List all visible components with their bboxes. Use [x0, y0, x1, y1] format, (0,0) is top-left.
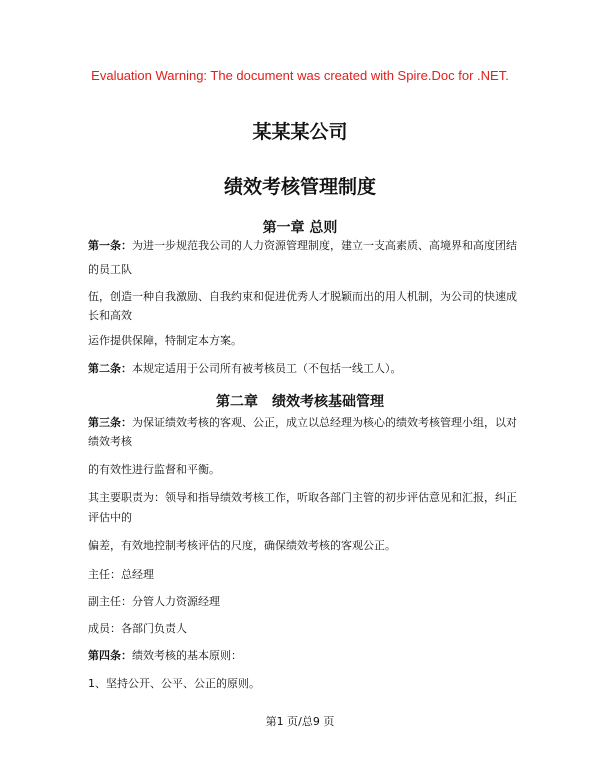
article-3-line-6: 偏差，有效地控制考核评估的尺度，确保绩效考核的客观公正。: [88, 539, 396, 552]
article-4-text: 绩效考核的基本原则：: [132, 649, 242, 662]
article-3-director: 主任：总经理: [88, 568, 154, 581]
chapter-1-heading: 第一章 总则: [262, 220, 338, 236]
article-3-line-2: 绩效考核: [88, 435, 132, 448]
document-title: 绩效考核管理制度: [223, 176, 376, 198]
article-3-deputy: 副主任：分管人力资源经理: [88, 595, 220, 608]
article-1-line-5: 运作提供保障，特制定本方案。: [88, 334, 242, 347]
article-1-line-3: 伍，创造一种自我激励、自我约束和促进优秀人才脱颖而出的用人机制，为公司的快速成: [88, 290, 517, 303]
article-2-label: 第二条：: [88, 362, 132, 375]
article-1-line-2: 的员工队: [88, 263, 132, 276]
article-2-text: 本规定适用于公司所有被考核员工（不包括一线工人）。: [132, 362, 402, 375]
page-footer: 第1 页/总9 页: [265, 715, 335, 728]
article-1-label: 第一条：: [88, 239, 132, 252]
evaluation-warning: Evaluation Warning: The document was created with Spire.Doc for .NET.: [91, 68, 509, 83]
article-3-line-5: 评估中的: [88, 511, 132, 524]
chapter-2-heading: 第二章 绩效考核基础管理: [216, 394, 384, 410]
article-1-line-1: [88, 239, 518, 253]
article-4-label: 第四条：: [88, 649, 132, 662]
article-1-line-4: 长和高效: [88, 309, 132, 322]
article-3-line-4: 其主要职责为：领导和指导绩效考核工作，听取各部门主管的初步评估意见和汇报，纠正: [88, 491, 517, 504]
article-3-members: 成员：各部门负责人: [88, 622, 187, 635]
article-3-line-1: [88, 416, 518, 430]
article-3-label: 第三条：: [88, 416, 132, 429]
article-1-text: 为进一步规范我公司的人力资源管理制度，建立一支高素质、高境界和高度团结: [132, 239, 517, 252]
company-name: 某某某公司: [252, 121, 348, 143]
article-4-line-1: [88, 649, 518, 663]
article-2-line-1: [88, 362, 518, 376]
article-3-line-3: 的有效性进行监督和平衡。: [88, 463, 220, 476]
article-3-text: 为保证绩效考核的客观、公正，成立以总经理为核心的绩效考核管理小组，以对: [132, 416, 517, 429]
article-4-line-2: 1、坚持公开、公平、公正的原则。: [88, 677, 260, 690]
